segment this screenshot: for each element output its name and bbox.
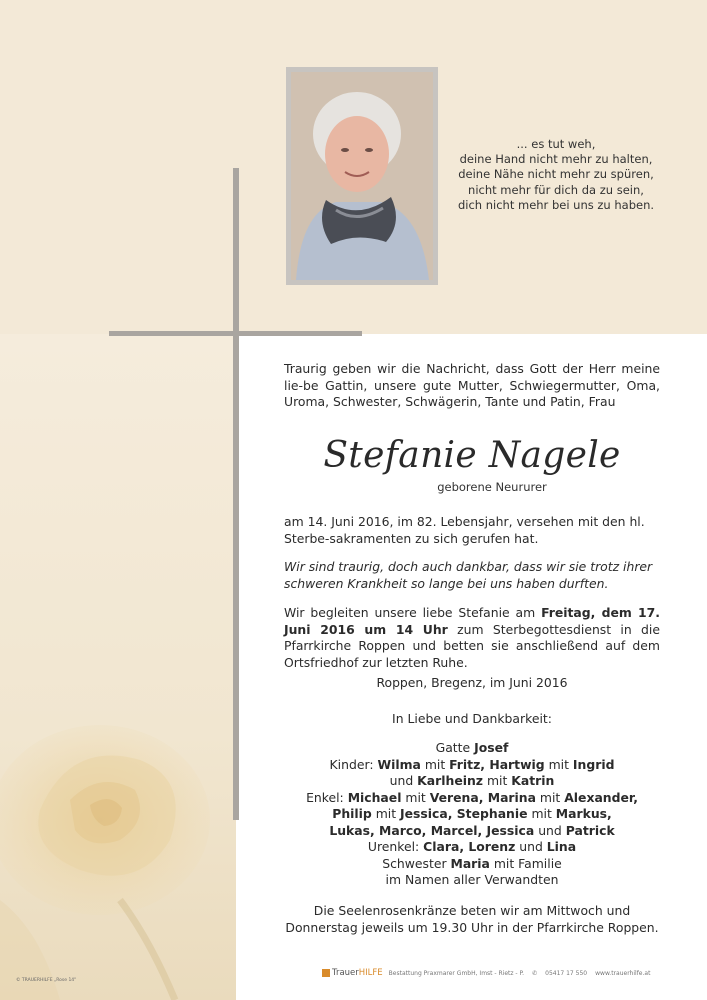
logo-icon	[322, 969, 330, 977]
family-text: mit	[535, 789, 565, 805]
family-text: mit Familie	[489, 855, 562, 871]
family-name: Fritz, Hartwig	[449, 756, 545, 772]
family-name: Michael	[347, 789, 402, 805]
family-name: Wilma	[377, 756, 421, 772]
family-name: Maria	[450, 855, 490, 871]
place-date: Roppen, Bregenz, im Juni 2016	[376, 675, 568, 690]
family-text: mit	[420, 756, 450, 772]
poem-line: nicht mehr für dich da zu sein,	[468, 182, 644, 197]
family-line	[284, 823, 660, 840]
family-text: mit	[371, 806, 401, 821]
family-text: Urenkel:	[367, 839, 424, 854]
family-text: und	[389, 773, 418, 788]
family-name: Verena, Marina	[429, 789, 536, 805]
family-text: mit	[401, 789, 430, 805]
family-name: Patrick	[565, 822, 615, 838]
poem	[446, 137, 666, 213]
copyright: © TRAUERHILFE „Rose 14"	[16, 978, 77, 983]
family-name: Clara, Lorenz	[423, 839, 516, 854]
family-name: Ingrid	[572, 756, 615, 772]
maiden-name: geborene Neururer	[437, 480, 547, 494]
thanks-line: In Liebe und Dankbarkeit:	[392, 711, 552, 726]
family-name: Karlheinz	[417, 773, 483, 788]
family-name: Lukas, Marco, Marcel, Jessica	[329, 822, 535, 838]
gratitude-paragraph: Wir sind traurig, doch auch dankbar, dass wir sie trotz ihrer schweren Krankheit so lange bei uns haben durften.	[284, 559, 653, 591]
family-text: mit	[544, 756, 573, 772]
funeral-text: zum Sterbegottesdienst in die Pfarrkirche Roppen und betten sie anschließend auf dem Ortsfriedhof zur letzten Ruhe.	[284, 621, 660, 670]
funeral-date: Freitag, dem 17. Juni 2016 um 14 Uhr	[284, 605, 661, 637]
family-text: Gatte	[435, 740, 475, 755]
poem-line: deine Hand nicht mehr zu halten,	[459, 152, 653, 167]
family-line	[284, 790, 660, 807]
rose-decoration	[0, 700, 236, 1000]
family-text: mit	[483, 773, 512, 788]
funeral-text: Wir begleiten unsere liebe Stefanie am	[284, 605, 542, 620]
deceased-name: Stefanie Nagele	[323, 435, 621, 476]
portrait-photo	[291, 72, 433, 280]
cross-vertical-bar	[233, 168, 239, 820]
family-line	[284, 839, 660, 856]
cross-horizontal-bar	[109, 331, 362, 336]
family-text: Schwester	[382, 855, 451, 871]
phone-number: 05417 17 550	[545, 969, 588, 977]
website-link[interactable]: www.trauerhilfe.at	[595, 969, 651, 977]
family-name: Katrin	[511, 773, 555, 788]
family-text: mit	[527, 806, 556, 821]
death-notice-paragraph: am 14. Juni 2016, im 82. Lebensjahr, versehen mit den hl. Sterbe-sakramenten zu sich gerufen hat.	[284, 514, 645, 546]
funeral-paragraph	[284, 605, 660, 671]
portrait-frame	[286, 67, 438, 285]
family-name: Markus,	[555, 806, 612, 821]
family-text: und	[534, 822, 566, 838]
footer	[322, 968, 692, 980]
family-name: Josef	[474, 740, 509, 755]
company-name: Bestattung Praxmarer GmbH, Imst - Rietz - P.	[388, 969, 525, 977]
family-text: Enkel:	[306, 789, 348, 805]
poem-line: dich nicht mehr bei uns zu haben.	[457, 197, 655, 212]
family-name: Jessica, Stephanie	[400, 806, 528, 821]
family-list	[284, 740, 660, 889]
family-line	[284, 757, 660, 774]
family-line	[284, 856, 660, 873]
phone-icon: ✆	[532, 969, 538, 977]
logo-text: Trauer	[332, 968, 359, 978]
intro-text: Traurig geben wir die Nachricht, dass Gott der Herr meine lie-be Gattin, unsere gute Mutter, Schwiegermutter, Oma, Uroma, Schwester, Schwägerin, Tante und Patin, Frau	[284, 361, 660, 409]
family-name: Alexander,	[564, 789, 638, 805]
logo	[332, 968, 383, 978]
family-text: Kinder:	[329, 756, 378, 772]
family-line	[284, 773, 660, 790]
poem-line: deine Nähe nicht mehr zu spüren,	[458, 167, 654, 182]
family-line	[284, 806, 660, 823]
poem-line: ... es tut weh,	[516, 137, 596, 151]
family-name: Philip	[332, 806, 372, 821]
family-text: und	[515, 839, 547, 854]
family-name: Lina	[546, 839, 577, 854]
family-line: im Namen aller Verwandten	[385, 872, 559, 887]
family-line	[284, 740, 660, 757]
logo-text-accent: HILFE	[358, 968, 383, 978]
rosary-notice: Die Seelenrosenkränze beten wir am Mittwoch und Donnerstag jeweils um 19.30 Uhr in der Pfarrkirche Roppen.	[285, 903, 659, 935]
